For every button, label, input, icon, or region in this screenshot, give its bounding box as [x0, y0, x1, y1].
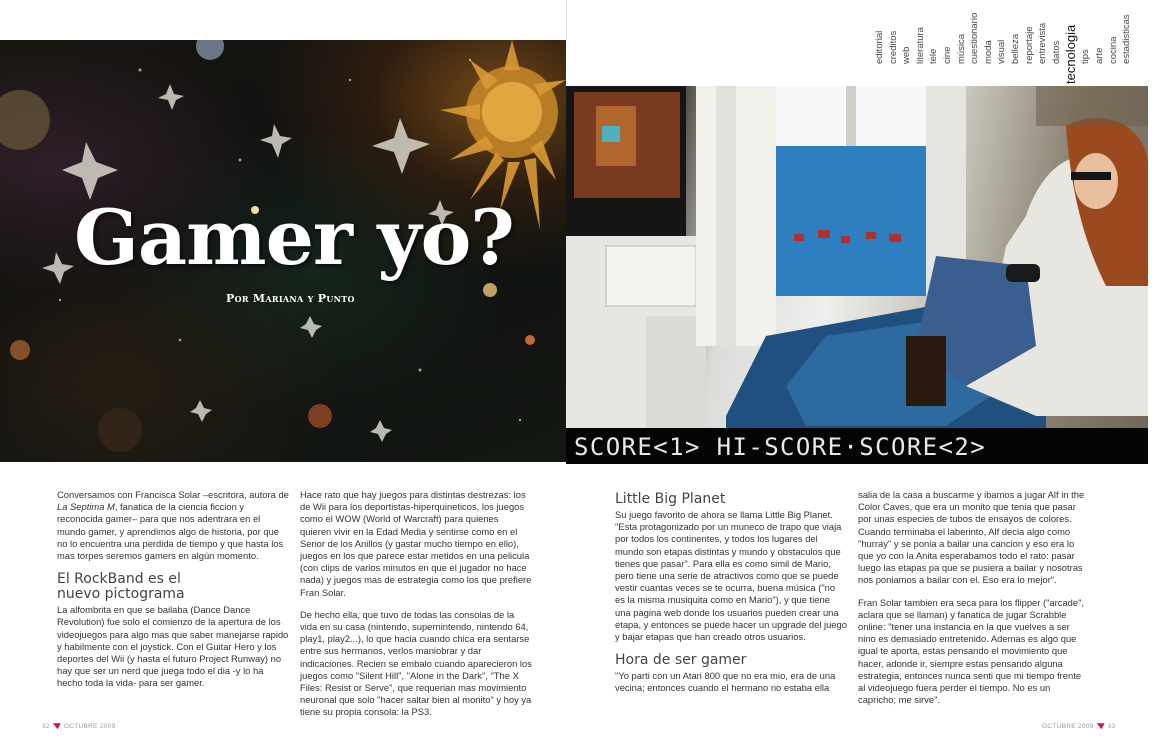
nav-item-active[interactable]: tecnologia	[1063, 24, 1079, 84]
article-byline: Por Mariana y Punto	[226, 292, 355, 305]
subhead-rockband: El RockBand es el nuevo pictograma	[57, 571, 185, 603]
score-text: SCORE<1> HI-SCORE·SCORE<2>	[574, 433, 987, 461]
nav-item[interactable]: entrevista	[1037, 22, 1049, 64]
page-gutter	[566, 0, 567, 40]
nav-item[interactable]: cocina	[1107, 36, 1119, 64]
issue-date: OCTUBRE 2009	[1042, 723, 1094, 730]
nav-item[interactable]: tips	[1080, 49, 1092, 64]
article-paragraph: Hace rato que hay juegos para distintas destrezas: los de Wii para los deportistas-hiperquineticos, los juegos como el WOW (World of Warcraft) para quienes quieren vivir en la Edad Media y sentirse como en el Senor de los Anillos (y gastar mucho tiempo en ello), juegos en los que parece estar metidos en una pelicula (con clips de varios minutos en que el jugador no hace nada) y juegos mas de estrategia como los que prefiere Fran Solar.	[300, 489, 532, 598]
nav-item[interactable]: creditos	[887, 30, 899, 64]
article-column-4	[858, 489, 1090, 716]
article-paragraph: Fran Solar tambien era seca para los flipper ("arcade", aclara que se llaman) y fanatica de jugar Scrabble online: "tener una instancia en la que vuelves a ser nino es demasiado entretenido. Ademas es algo que igual te aporta, estas pensando el movimiento que hacer, adonde ir, siempre estas pensando alguna estrategia, entonces nunca senti que mi tiempo frente al videojuego fuera perder el tiempo. No es un capricho; me sirve".	[858, 596, 1085, 706]
article-paragraph: "Yo parti con un Atari 800 que no era mio, era de una vecina; entonces cuando el hermano no estaba ella	[615, 670, 836, 694]
nav-item[interactable]: moda	[982, 40, 994, 64]
page-number: 33	[1107, 723, 1116, 730]
page-number: 32	[42, 723, 50, 730]
article-paragraph: Su juego favorito de ahora se llama Little Big Planet. "Esta protagonizado por un muneco de trapo que viaja por todos los continentes, y todos los lugares del mundo son etapas distintas y mundo y obstaculos que tienes que pasar". Para ella es como simil de Mario, pero tiene una serie de atractivos como que se puede vestir cuantas veces se te ocurra, buena música ("no es la misma musiquita como en Mario"), y que tiene una pagina web donde los usuarios pueden crear una etapa, y entonces se puede hacer un upgrade del juego y bajar etapas que han creado otros usuarios.	[615, 509, 847, 643]
article-column-2	[300, 489, 532, 729]
article-column-3	[615, 492, 847, 705]
subhead-hora-de-ser-gamer: Hora de ser gamer	[615, 652, 747, 669]
score-bar	[566, 428, 1148, 464]
article-title: Gamer yo?	[74, 193, 514, 282]
article-paragraph: La alfombrita en que se bailaba (Dance Dance Revolution) fue solo el comienzo de la apertura de los videojuegos para algo mas que saber manejarse rapido y habilmente con el joystick. Con el Guitar Hero y los deportes del Wii (y hasta el futuro Project Runway) no hay que ser un nerd que juega todo el dia -y lo ha hecho toda la vida- para ser gamer.	[57, 604, 289, 689]
article-paragraph: salia de la casa a buscarme y ibamos a jugar Alf in the Color Caves, que era un monito que tenia que pasar por unas especies de tubos de ensayos de colores. Cuando terminaba el laberinto, Alf decia algo como "hurray" y se ponia a bailar una cancion y eso era lo que yo con la Anita esperabamos todo el rato: pasar luego las etapas pa que se pusiera a bailar y nosotras nos poniamos a bailar con el. Eso era lo mejor".	[858, 489, 1085, 586]
article-intro: Conversamos con Francisca Solar –escritora, autora de La Septima M, fanatica de la ciencia ficcion y reconocida gamer– para que nos adentrara en el mundo gamer, y aprendimos algo de historia, por que no lo encuentra una perdida de tiempo y que hasta los mas torpes seremos gamers en algún momento.	[57, 489, 289, 562]
nav-item[interactable]: editorial	[874, 30, 885, 64]
nav-item[interactable]: cuestionario	[969, 12, 981, 64]
space-invaders-blanket	[776, 146, 926, 296]
nav-item[interactable]: visual	[996, 39, 1008, 64]
nav-item[interactable]: datos	[1050, 40, 1062, 64]
nav-item[interactable]: literatura	[914, 27, 926, 64]
issue-date: OCTUBRE 2009	[63, 723, 116, 730]
hero-image	[0, 40, 566, 462]
section-nav	[873, 6, 1134, 84]
gamer-photo	[566, 86, 1148, 464]
nav-item[interactable]: web	[901, 46, 913, 64]
magazine-logo-icon	[53, 723, 61, 729]
book-title: La Septima M	[57, 501, 115, 513]
nav-item[interactable]: estadisticas	[1121, 14, 1133, 64]
room-scene	[566, 86, 1148, 464]
nav-item[interactable]: cine	[941, 46, 953, 64]
subhead-little-big-planet: Little Big Planet	[615, 491, 726, 507]
nav-item[interactable]: tele	[928, 48, 940, 64]
nav-item[interactable]: reportaje	[1023, 26, 1035, 64]
article-paragraph: De hecho ella, que tuvo de todas las consolas de la vida en su casa (nintendo, supernintendo, nintendo 64, play1, play2...), lo que hacia cuando chica era sentarse entre sus hermanos, verlos maniobrar y dar indicaciones. Recien se embalo cuando aparecieron los juegos como "Silent Hill", "Alone in the Dark", "The X Files: Resist or Serve", que requerian mas movimiento neuronal que solo "hacer saltar bien al monito" y hoy ya tiene su propia consola: la PS3.	[300, 608, 532, 718]
footer-right	[1042, 723, 1116, 730]
nav-item[interactable]: arte	[1093, 47, 1105, 64]
nav-item[interactable]: belleza	[1009, 33, 1021, 64]
footer-left	[42, 723, 116, 730]
planet	[0, 90, 50, 150]
article-column-1	[57, 489, 289, 700]
nav-item[interactable]: música	[955, 33, 967, 64]
magazine-logo-icon	[1097, 723, 1105, 729]
controller	[1006, 264, 1040, 282]
